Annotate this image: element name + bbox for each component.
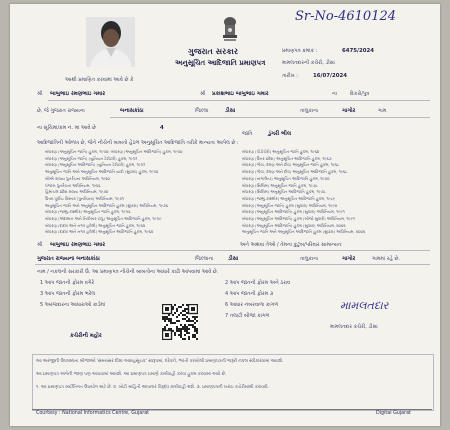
- order-item: અનુસૂચિત જાતિ અને અનુસૂચિત આદિજાતિ હુકમ (સુધારા) અધિનિયમ, ૨૦૦૨: [242, 229, 366, 235]
- order-item: બંધારણ (અંદામાન અને નિકોબાર ટાપુ) અનુસૂચિત આદિજાતિ હુકમ, ૧૯૫૯: [45, 216, 162, 221]
- father-name: પ્રકાશભાઇ બાબુભાઇ ગમાર: [212, 91, 269, 97]
- residence-taluka: ડીસા: [228, 256, 239, 262]
- date-value: 16/07/2024: [313, 73, 347, 79]
- footer-note-3: ૧. આ પ્રમાણપત્ર વ્યક્તિગત ઉપયોગ માટે છે. ૨. ખોટી માહિતી આપનાર વિરૂદ્ધ કાર્યવાહી થશે. ૩. પ્રમાણપત્રની ખરાઇ કચેરીમાંથી કરાવવી.: [36, 385, 270, 390]
- state-label: છે, જે ગુજરાત રાજ્યના: [37, 108, 85, 114]
- order-item: બંધારણ (ગોવા, દમણ અને દીવ) અનુસૂચિત જાતિ હુકમ, ૧૯૬૮: [242, 162, 340, 168]
- relation-suffix: ના: [332, 91, 337, 97]
- residence-district-label: જિલ્લાના: [195, 256, 214, 262]
- footer-note-1: આ અરજીની ઉપલબ્ધતા બીજાઓ 'સમયસર દીક્ષા આગ્રહસૂચક' સ્વરૂપમાં, દરેકને, ભરતી કરાયેલી પ્રમાણપત્રની જરૂરી નકલ સ્વીકારવામાં આવશે.: [36, 359, 284, 364]
- taluka-label: તાલુકાના: [300, 108, 319, 114]
- order-item: બંધારણ (અનુસૂચિત આદિજાતિ) હુકમ (સુધારા) અધિનિયમ, ૧૯૯૧: [242, 209, 345, 215]
- order-item: હિમાચલ પ્રદેશ રાજ્ય અધિનિયમ, ૧૯૭૦: [45, 189, 109, 195]
- orders-heading: આદિજાતિની ઓળખ છે, જેને નીચેની બાબતો હેઠળ અનુસૂચિત આદિજાતિ તરીકે માન્યતા આપેલ છે :: [37, 140, 239, 146]
- designation: મામલતદાર કચેરી, ડીસા: [330, 324, 378, 330]
- village-value: ગાગોર: [342, 108, 356, 114]
- order-item: બંધારણ (અનુસૂચિત આદિજાતિ) હુકમ (બીજો સુધારો) અધિનિયમ, ૧૯૯૧: [242, 216, 355, 221]
- entry-no: 4: [160, 125, 164, 131]
- person-name: બાબુભાઇ રમણભાઇ ગમાર: [50, 242, 106, 248]
- order-item: બંધારણ (અનુસૂચિત જાતિ) હુકમ, ૧૯૫૦; બંધારણ (અનુસૂચિત આદિજાતિ) હુકમ, ૧૯૫૦: [45, 149, 183, 154]
- order-item: બંધારણ (દાદરા અને નગર હવેલી) અનુસૂચિત જાતિ હુકમ, ૧૯૬૨: [45, 222, 146, 228]
- order-item: અનુસૂચિત જાતિ અને અનુસૂચિત આદિજાતિ હુકમ (સુધારા) અધિનિયમ, ૧૯૭૬: [45, 202, 168, 208]
- person-prefix: શ્રી: [37, 242, 43, 248]
- serial-number-handwritten: Sr-No-4610124: [295, 9, 397, 24]
- district-value: બનાસકાંઠા: [120, 108, 144, 114]
- basis-item: 1 આપ જાતની ફોરમ વગેરે: [40, 280, 95, 286]
- applicant-prefix: શ્રી: [37, 91, 43, 97]
- basis-item: 7 તલાટી બીજા કાગળ: [225, 313, 270, 319]
- basis-item: 4 આપ જાતની ફોરમ ૩: [225, 291, 274, 297]
- order-item: બંધારણ (અનુસૂચિત જાતિ) (યુનિયન ટેરીટરી) હુકમ, ૧૯૫૧: [45, 155, 138, 161]
- order-item: ઉત્તર-પૂર્વીય વિસ્તાર (પુનર્રચના) અધિનિયમ, ૧૯૭૧: [45, 195, 124, 201]
- cert-no-value: 6475/2024: [342, 48, 374, 54]
- father-prefix: શ્રી: [200, 91, 206, 97]
- signature: મામલતદાર: [340, 299, 389, 312]
- order-item: બંધારણ (અનુસૂચિત આદિજાતિ) હુકમ (સુધારા) અધિનિયમ, ૨૦૦૨: [242, 222, 346, 228]
- taluka-value: ડીસા: [225, 108, 236, 114]
- applicant-photo: [86, 17, 135, 67]
- basis-line: નામ / નકલની સરકારી ઉ. આ પ્રમાણપત્ર નીચેની બાબતોના આધારે કાઢી આપવામાં આવે છે.: [37, 269, 219, 275]
- district-label: જિલ્લા: [195, 108, 209, 114]
- order-item: બંધારણ (અનુસૂચિત આદિજાતિ) (યુનિયન ટેરીટરી) હુકમ, ૧૯૫૧: [45, 162, 146, 168]
- basis-item: 6 આધાર નંબરવાળા કાગળ: [225, 302, 279, 308]
- relation-role: દિકરો/પુત્ર: [350, 91, 370, 97]
- office-line: મામલતદારની કચેરી, ડીસા: [282, 60, 335, 66]
- applicant-name: બાબુભાઇ રમણભાઇ ગમાર: [50, 91, 106, 97]
- tribe-label: જાતિ: [242, 131, 253, 137]
- intro-line: આથી પ્રમાણિત કરવામાં આવે છે કે: [65, 77, 134, 83]
- order-item: બંધારણ (ગોવા, દમણ અને દીવ) અનુસૂચિત આદિજાતિ હુકમ, ૧૯૬૮: [242, 169, 348, 175]
- order-item: અનુસૂચિત જાતિ અને અનુસૂચિત આદિજાતિ યાદી (સુધારા) હુકમ, ૧૯૫૬: [45, 169, 159, 175]
- basis-item: 3 આપ જાતની ફોરમ ભરેલ: [40, 291, 96, 297]
- entry-label: ના સૂચિમાં/ક્રમ નં. માં આવે છે: [37, 125, 96, 131]
- residence-state: ગુજરાત રાજ્યના બનાસકાંઠા: [37, 256, 100, 262]
- certificate-title: અનુસૂચિત આદિજાતિ પ્રમાણપત્ર: [175, 59, 266, 67]
- order-item: બંધારણ (સિક્કિમ) અનુસૂચિત આદિજાતિ હુકમ, ૧૯૭૮: [242, 189, 326, 195]
- residence-village-suffix: ગામમાં રહે છે.: [372, 256, 400, 262]
- government-title: ગુજરાત સરકાર: [188, 47, 238, 56]
- order-item: બંધારણ (પોંડીચેરી) અનુસૂચિત જાતિ હુકમ, ૧૯૬૪: [242, 149, 320, 154]
- date-label: તારીખ :: [282, 73, 298, 79]
- order-item: બંધારણ (અનુસૂચિત જાતિ) હુકમ (સુધારા) અધિનિયમ, ૧૯૯૦: [242, 202, 338, 208]
- order-item: બંધારણ (સિક્કિમ) અનુસૂચિત જાતિ હુકમ, ૧૯૭૮: [242, 182, 318, 188]
- office-seal-label: કચેરીની મહોર: [70, 333, 102, 339]
- portal-name: Digital Gujarat: [376, 411, 411, 416]
- courtesy-line: Courtesy : National Informatics Centre, Gujarat: [36, 411, 150, 416]
- tribe-value: ડુંગરી ભીલ: [268, 131, 292, 137]
- certificate-sheet: [10, 4, 440, 426]
- residence-village: ગાગોર: [342, 256, 356, 262]
- state-emblem-icon: [219, 15, 241, 43]
- order-item: બંધારણ (નાગાલેન્ડ) અનુસૂચિત આદિજાતિ હુકમ, ૧૯૭૦: [242, 175, 330, 181]
- order-item: પંજાબ પુનર્રચના અધિનિયમ, ૧૯૬૬: [45, 182, 101, 188]
- order-item: બોમ્બે રાજ્ય પુનર્રચના અધિનિયમ, ૧૯૬૦: [45, 175, 110, 181]
- cert-no-label: પ્રમાણપત્ર ક્રમાંક :: [282, 48, 318, 54]
- basis-item: 2 આપ જાતની ફોરમ અને ઠરાવ: [225, 280, 291, 286]
- order-item: બંધારણ (જમ્મુ-કાશ્મીર) અનુસૂચિત આદિજાતિ હુકમ, ૧૯૮૯: [242, 195, 336, 201]
- order-item: બંધારણ (જમ્મુ-કાશ્મીર) અનુસૂચિત જાતિ હુકમ, ૧૯૫૬: [45, 209, 131, 215]
- person-suffix: અને અથવા તેઓ / તેમના કુટુંબ/પરિવાર સામાન્યતઃ: [240, 242, 343, 248]
- residence-taluka-label: તાલુકાના: [300, 256, 319, 262]
- village-label: ગામ: [378, 108, 387, 114]
- qr-code: [162, 304, 198, 340]
- basis-item: 5 અરજદારના આધારાઓ કાર્ડમાં: [40, 302, 106, 308]
- order-item: બંધારણ (દાદરા અને નગર હવેલી) અનુસૂચિત આદિજાતિ હુકમ, ૧૯૬૨: [45, 229, 154, 235]
- footer-note-2: આ પ્રમાણપત્ર અંગેની જાણ પણ આપવામાં આવશે. આ પ્રમાણપત્ર પ્રમાણે કાર્યવાહી કરવા હુકમ કરવામાં આવે છે.: [36, 372, 227, 377]
- order-item: બંધારણ (ઉત્તર પ્રદેશ) અનુસૂચિત આદિજાતિ હુકમ, ૧૯૬૭: [242, 155, 332, 161]
